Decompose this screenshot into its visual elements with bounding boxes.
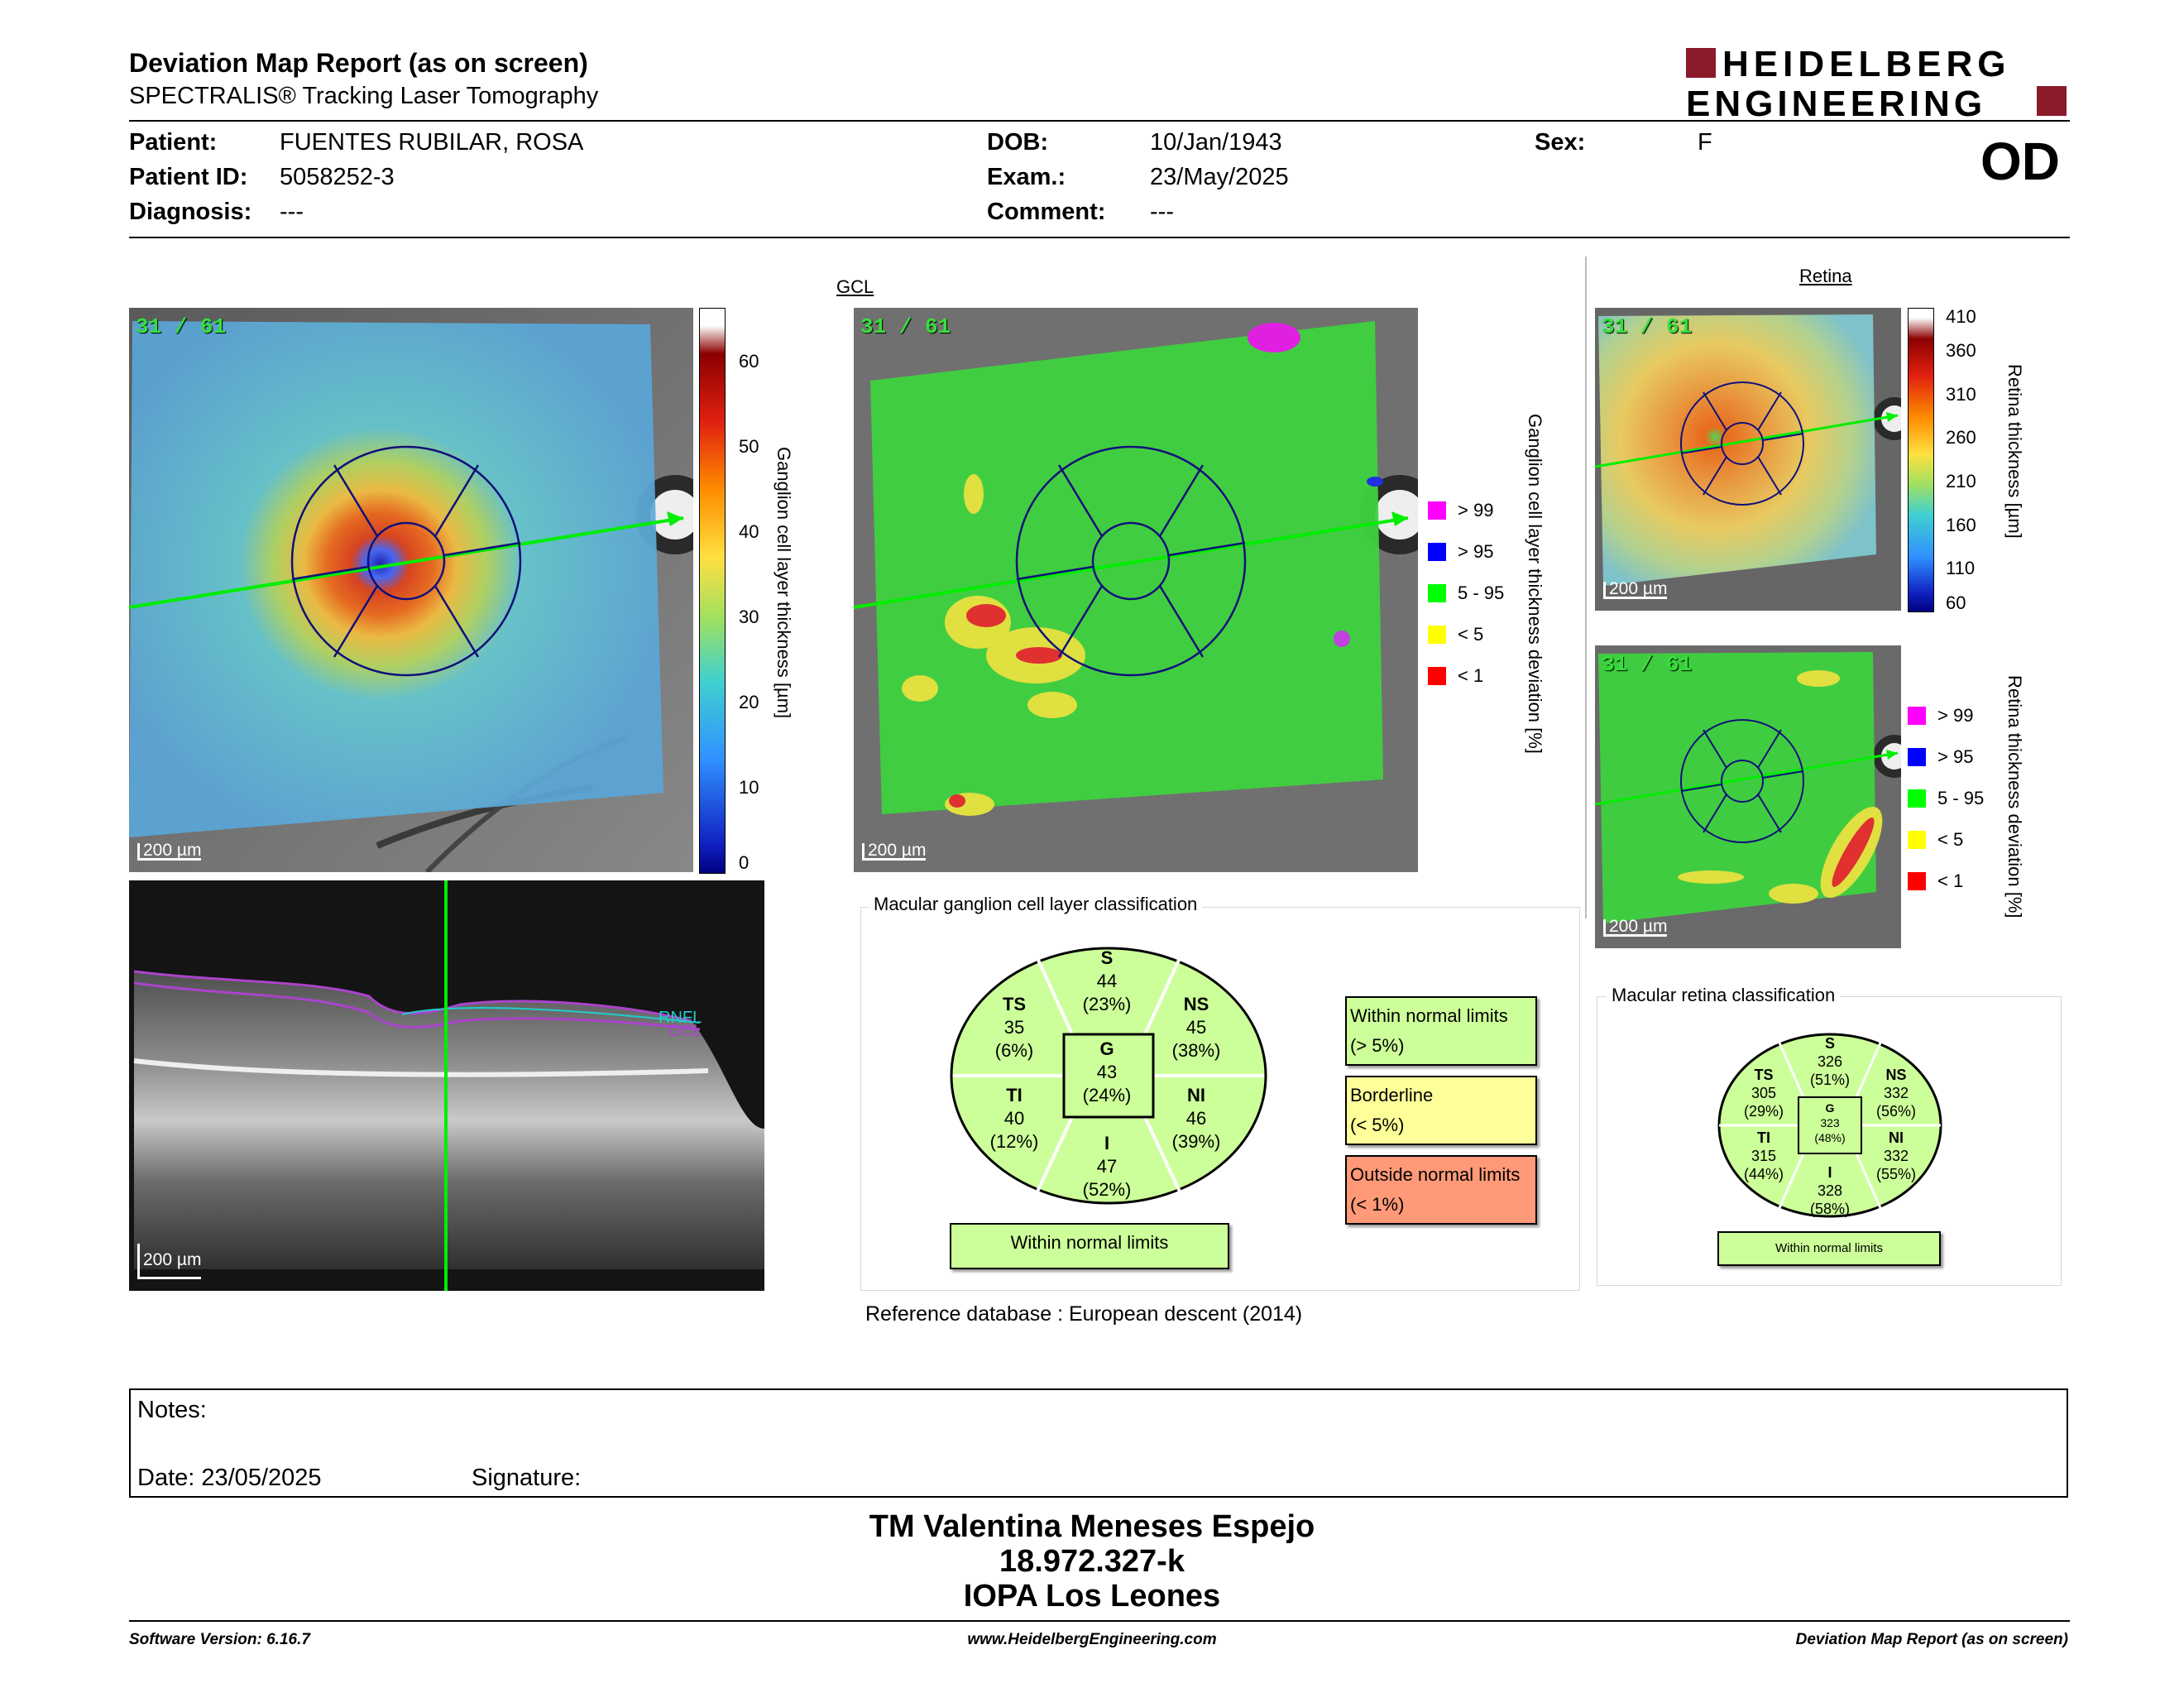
website-link[interactable]: www.HeidelbergEngineering.com (967, 1631, 1217, 1648)
retina-sector-s: S 326 (51%) (1809, 1035, 1850, 1088)
retina-sector-ti: TI 315 (44%) (1743, 1129, 1784, 1182)
gcl-thickness-count: 31 / 61 (136, 314, 227, 339)
signatory-institution: IOPA Los Leones (963, 1579, 1221, 1614)
gcl-deviation-scale: 200 µm (862, 843, 926, 861)
sex-value: F (1698, 129, 1712, 156)
heidelberg-logo (1686, 46, 2067, 119)
gcl-deviation-map (854, 308, 1418, 872)
bscan-scale: 200 µm (137, 1244, 201, 1279)
gcl-deviation-label: Ganglion cell layer thickness deviation [%] (1525, 414, 1545, 754)
gcl-classification-title: Macular ganglion cell layer classification (869, 894, 1202, 915)
patient-id: 5058252-3 (280, 164, 395, 190)
exam-value: 23/May/2025 (1150, 164, 1289, 190)
gcl-legend-normal: Within normal limits (> 5%) (1345, 996, 1537, 1066)
gcl-legend-item: 5 - 95 (1428, 583, 1504, 604)
notes-label: Notes: (137, 1397, 207, 1423)
svg-text:HEIDELBERG: HEIDELBERG (1722, 46, 2011, 84)
dob-label: DOB: (987, 129, 1049, 156)
retina-colorbar-tick: 410 (1946, 306, 1976, 327)
gcl-legend-outside: Outside normal limits (< 1%) (1345, 1155, 1537, 1225)
retina-legend-item: < 1 (1908, 870, 1963, 892)
retina-colorbar-tick: 160 (1946, 515, 1976, 535)
gcl-sector-g: G 43 (24%) (1082, 1038, 1132, 1105)
gcl-deviation-count: 31 / 61 (860, 314, 951, 339)
dob-value: 10/Jan/1943 (1150, 129, 1282, 156)
gcl-colorbar-tick: 0 (739, 852, 750, 873)
report-title: Deviation Map Report (as on screen) (129, 48, 588, 78)
retina-thickness-map (1595, 308, 1901, 611)
retina-colorbar-tick: 260 (1946, 427, 1976, 448)
retina-classification-result: Within normal limits (1717, 1231, 1941, 1266)
report-subtitle: SPECTRALIS® Tracking Laser Tomography (129, 83, 599, 109)
gcl-section-title: GCL (836, 276, 874, 297)
retina-sector-ts: TS 305 (29%) (1743, 1067, 1784, 1120)
diagnosis-label: Diagnosis: (129, 199, 252, 225)
gcl-sector-ns: NS 45 (38%) (1171, 994, 1221, 1061)
gcl-colorbar-tick: 10 (739, 777, 759, 798)
retina-colorbar-tick: 210 (1946, 471, 1976, 492)
retina-deviation-scale: 200 µm (1603, 919, 1667, 937)
retina-legend-item: > 99 (1908, 705, 1973, 727)
gcl-colorbar (699, 308, 726, 874)
comment-label: Comment: (987, 199, 1106, 225)
signature-label: Signature: (472, 1465, 582, 1491)
gcl-legend-borderline: Borderline (< 5%) (1345, 1076, 1537, 1145)
gcl-sector-i: I 47 (52%) (1082, 1133, 1132, 1200)
diagnosis-value: --- (280, 199, 304, 225)
notes-date: Date: 23/05/2025 (137, 1465, 322, 1491)
footer-report-title: Deviation Map Report (as on screen) (1795, 1631, 2068, 1648)
software-version: Software Version: 6.16.7 (129, 1631, 310, 1648)
signatory-block (0, 1509, 2184, 1614)
retina-sector-g: G 323 (48%) (1814, 1101, 1846, 1144)
bscan-image (129, 880, 764, 1291)
retina-thickness-scale: 200 µm (1603, 582, 1667, 599)
retina-sector-ni: NI 332 (55%) (1875, 1129, 1916, 1182)
retina-deviation-count: 31 / 61 (1602, 652, 1693, 677)
gcl-sector-ti: TI 40 (12%) (989, 1085, 1039, 1152)
patient-name: FUENTES RUBILAR, ROSA (280, 129, 584, 156)
retina-colorbar-tick: 110 (1946, 558, 1976, 578)
retina-colorbar-tick: 360 (1946, 340, 1976, 361)
svg-text:RNFL: RNFL (659, 1009, 702, 1027)
gcl-sector-s: S 44 (23%) (1082, 947, 1132, 1014)
gcl-legend-item: < 1 (1428, 665, 1483, 687)
gcl-thickness-map (129, 308, 693, 872)
svg-text:ENGINEERING: ENGINEERING (1686, 84, 1987, 119)
eye-indicator: OD (1980, 132, 2060, 191)
gcl-colorbar-tick: 50 (739, 436, 759, 457)
patient-label: Patient: (129, 129, 218, 156)
gcl-legend-item: > 95 (1428, 541, 1493, 563)
retina-legend-item: < 5 (1908, 829, 1963, 851)
signatory-name: TM Valentina Meneses Espejo (869, 1509, 1315, 1544)
section-divider (1585, 257, 1587, 918)
retina-sector-i: I 328 (58%) (1809, 1164, 1850, 1217)
gcl-legend-item: < 5 (1428, 624, 1483, 645)
gcl-colorbar-label: Ganglion cell layer thickness [µm] (774, 447, 794, 719)
gcl-colorbar-tick: 40 (739, 521, 759, 542)
retina-thickness-count: 31 / 61 (1602, 314, 1693, 339)
gcl-thickness-scale: 200 µm (137, 843, 201, 861)
gcl-colorbar-tick: 20 (739, 692, 759, 712)
notes-box[interactable] (129, 1388, 2068, 1498)
retina-colorbar-tick: 310 (1946, 384, 1976, 405)
svg-text:GCL: GCL (668, 1022, 703, 1040)
exam-label: Exam.: (987, 164, 1066, 190)
patient-id-label: Patient ID: (129, 164, 248, 190)
retina-classification-title: Macular retina classification (1607, 985, 1840, 1006)
retina-sector-ns: NS 332 (56%) (1875, 1067, 1916, 1120)
reference-database: Reference database : European descent (2014) (865, 1302, 1303, 1326)
gcl-colorbar-tick: 60 (739, 351, 759, 372)
signatory-id: 18.972.327-k (999, 1544, 1185, 1579)
retina-colorbar (1908, 308, 1934, 612)
gcl-classification-result: Within normal limits (950, 1223, 1229, 1269)
retina-colorbar-tick: 60 (1946, 592, 1966, 613)
gcl-sector-ts: TS 35 (6%) (994, 994, 1034, 1061)
comment-value: --- (1150, 199, 1174, 225)
sex-label: Sex: (1535, 129, 1586, 156)
retina-section-title: Retina (1799, 266, 1852, 286)
retina-deviation-map (1595, 645, 1901, 948)
gcl-colorbar-tick: 30 (739, 607, 759, 627)
retina-colorbar-label: Retina thickness [µm] (2004, 364, 2025, 539)
gcl-sector-ni: NI 46 (39%) (1171, 1085, 1221, 1152)
retina-legend-item: > 95 (1908, 746, 1973, 768)
retina-legend-item: 5 - 95 (1908, 788, 1984, 809)
gcl-legend-item: > 99 (1428, 500, 1493, 521)
retina-deviation-label: Retina thickness deviation [%] (2004, 675, 2025, 918)
